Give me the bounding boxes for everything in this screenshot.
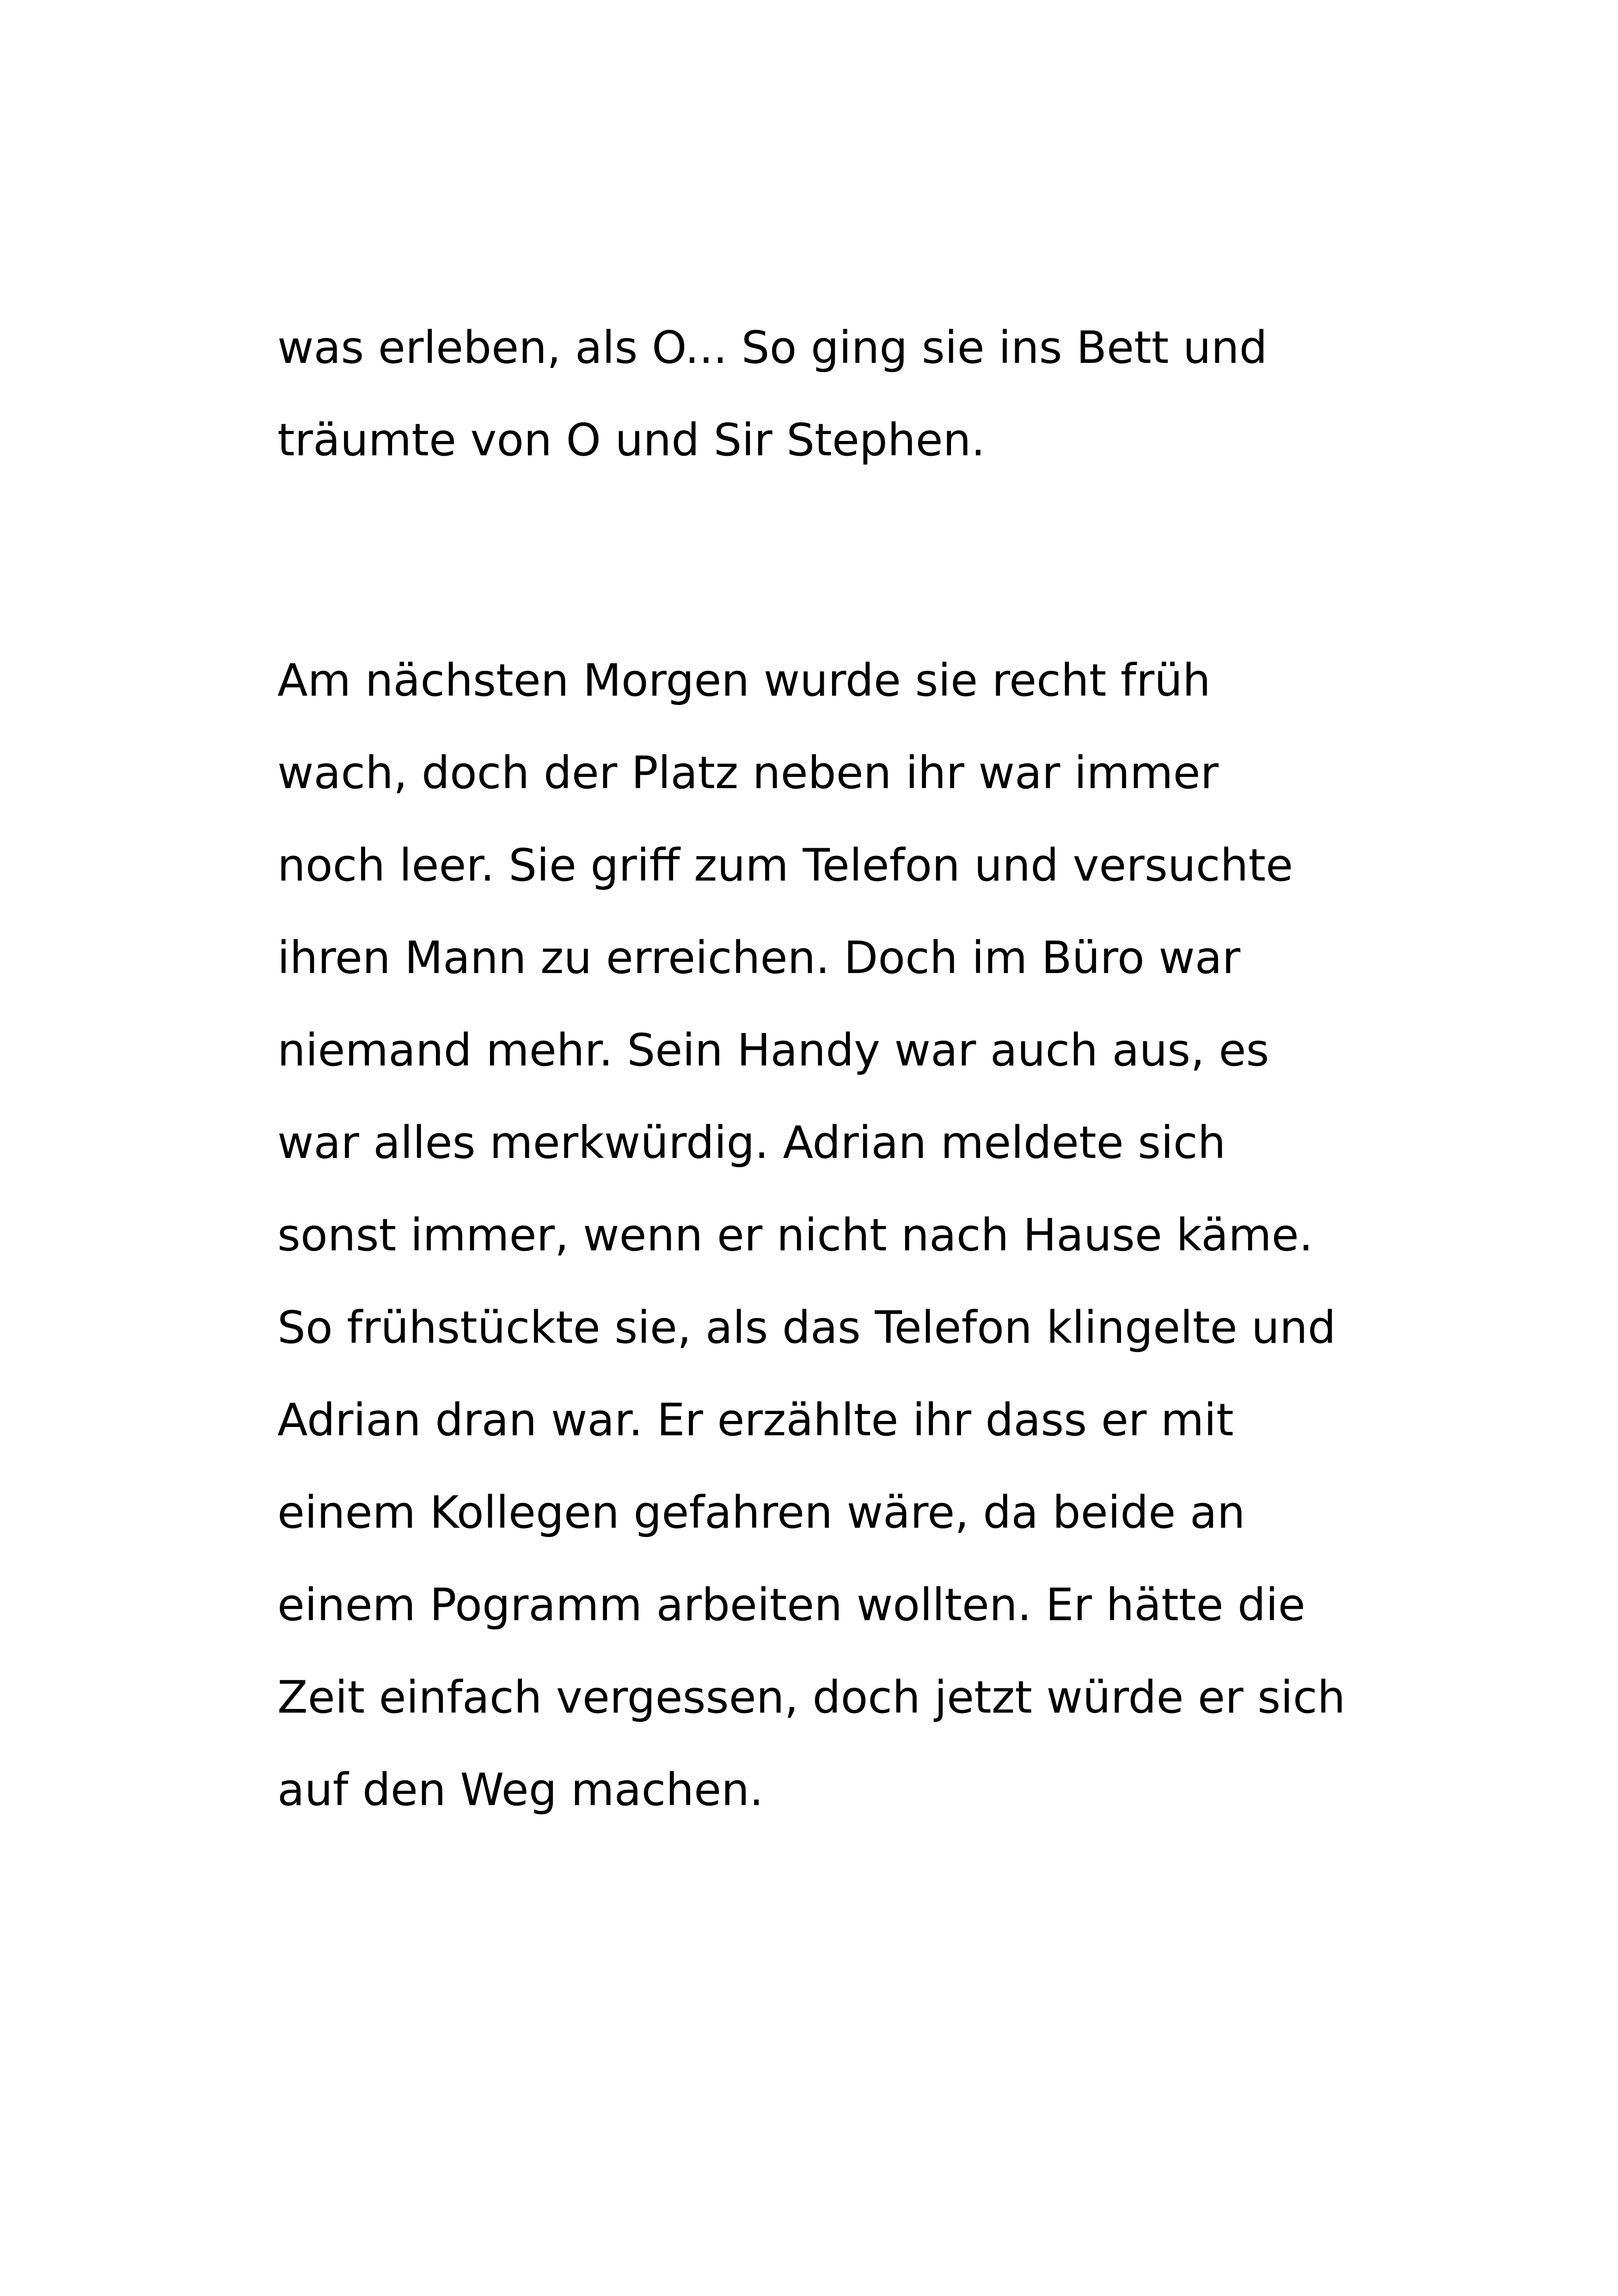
paragraph-2 (277, 634, 1387, 1836)
text-line: noch leer. Sie griff zum Telefon und versuchte (277, 839, 1293, 891)
text-line: einem Kollegen gefahren wäre, da beide an (277, 1487, 1245, 1538)
paragraph-1 (277, 301, 1387, 486)
text-line: auf den Weg machen. (277, 1764, 764, 1816)
text-line: träumte von O und Sir Stephen. (277, 414, 986, 466)
text-line: was erleben, als O... So ging sie ins Bett und (277, 322, 1268, 373)
text-line: ihren Mann zu erreichen. Doch im Büro war (277, 932, 1241, 984)
text-line: Am nächsten Morgen wurde sie recht früh (277, 655, 1211, 706)
text-line: niemand mehr. Sein Handy war auch aus, es (277, 1024, 1269, 1076)
text-line: So frühstückte sie, als das Telefon klingelte und (277, 1302, 1336, 1353)
text-line: Zeit einfach vergessen, doch jetzt würde er sich (277, 1671, 1346, 1723)
text-line: wach, doch der Platz neben ihr war immer (277, 747, 1219, 799)
text-line: war alles merkwürdig. Adrian meldete sich (277, 1117, 1226, 1169)
text-line: sonst immer, wenn er nicht nach Hause käme. (277, 1209, 1313, 1261)
text-line: Adrian dran war. Er erzählte ihr dass er mit (277, 1394, 1234, 1446)
text-line: einem Pogramm arbeiten wollten. Er hätte die (277, 1579, 1305, 1631)
